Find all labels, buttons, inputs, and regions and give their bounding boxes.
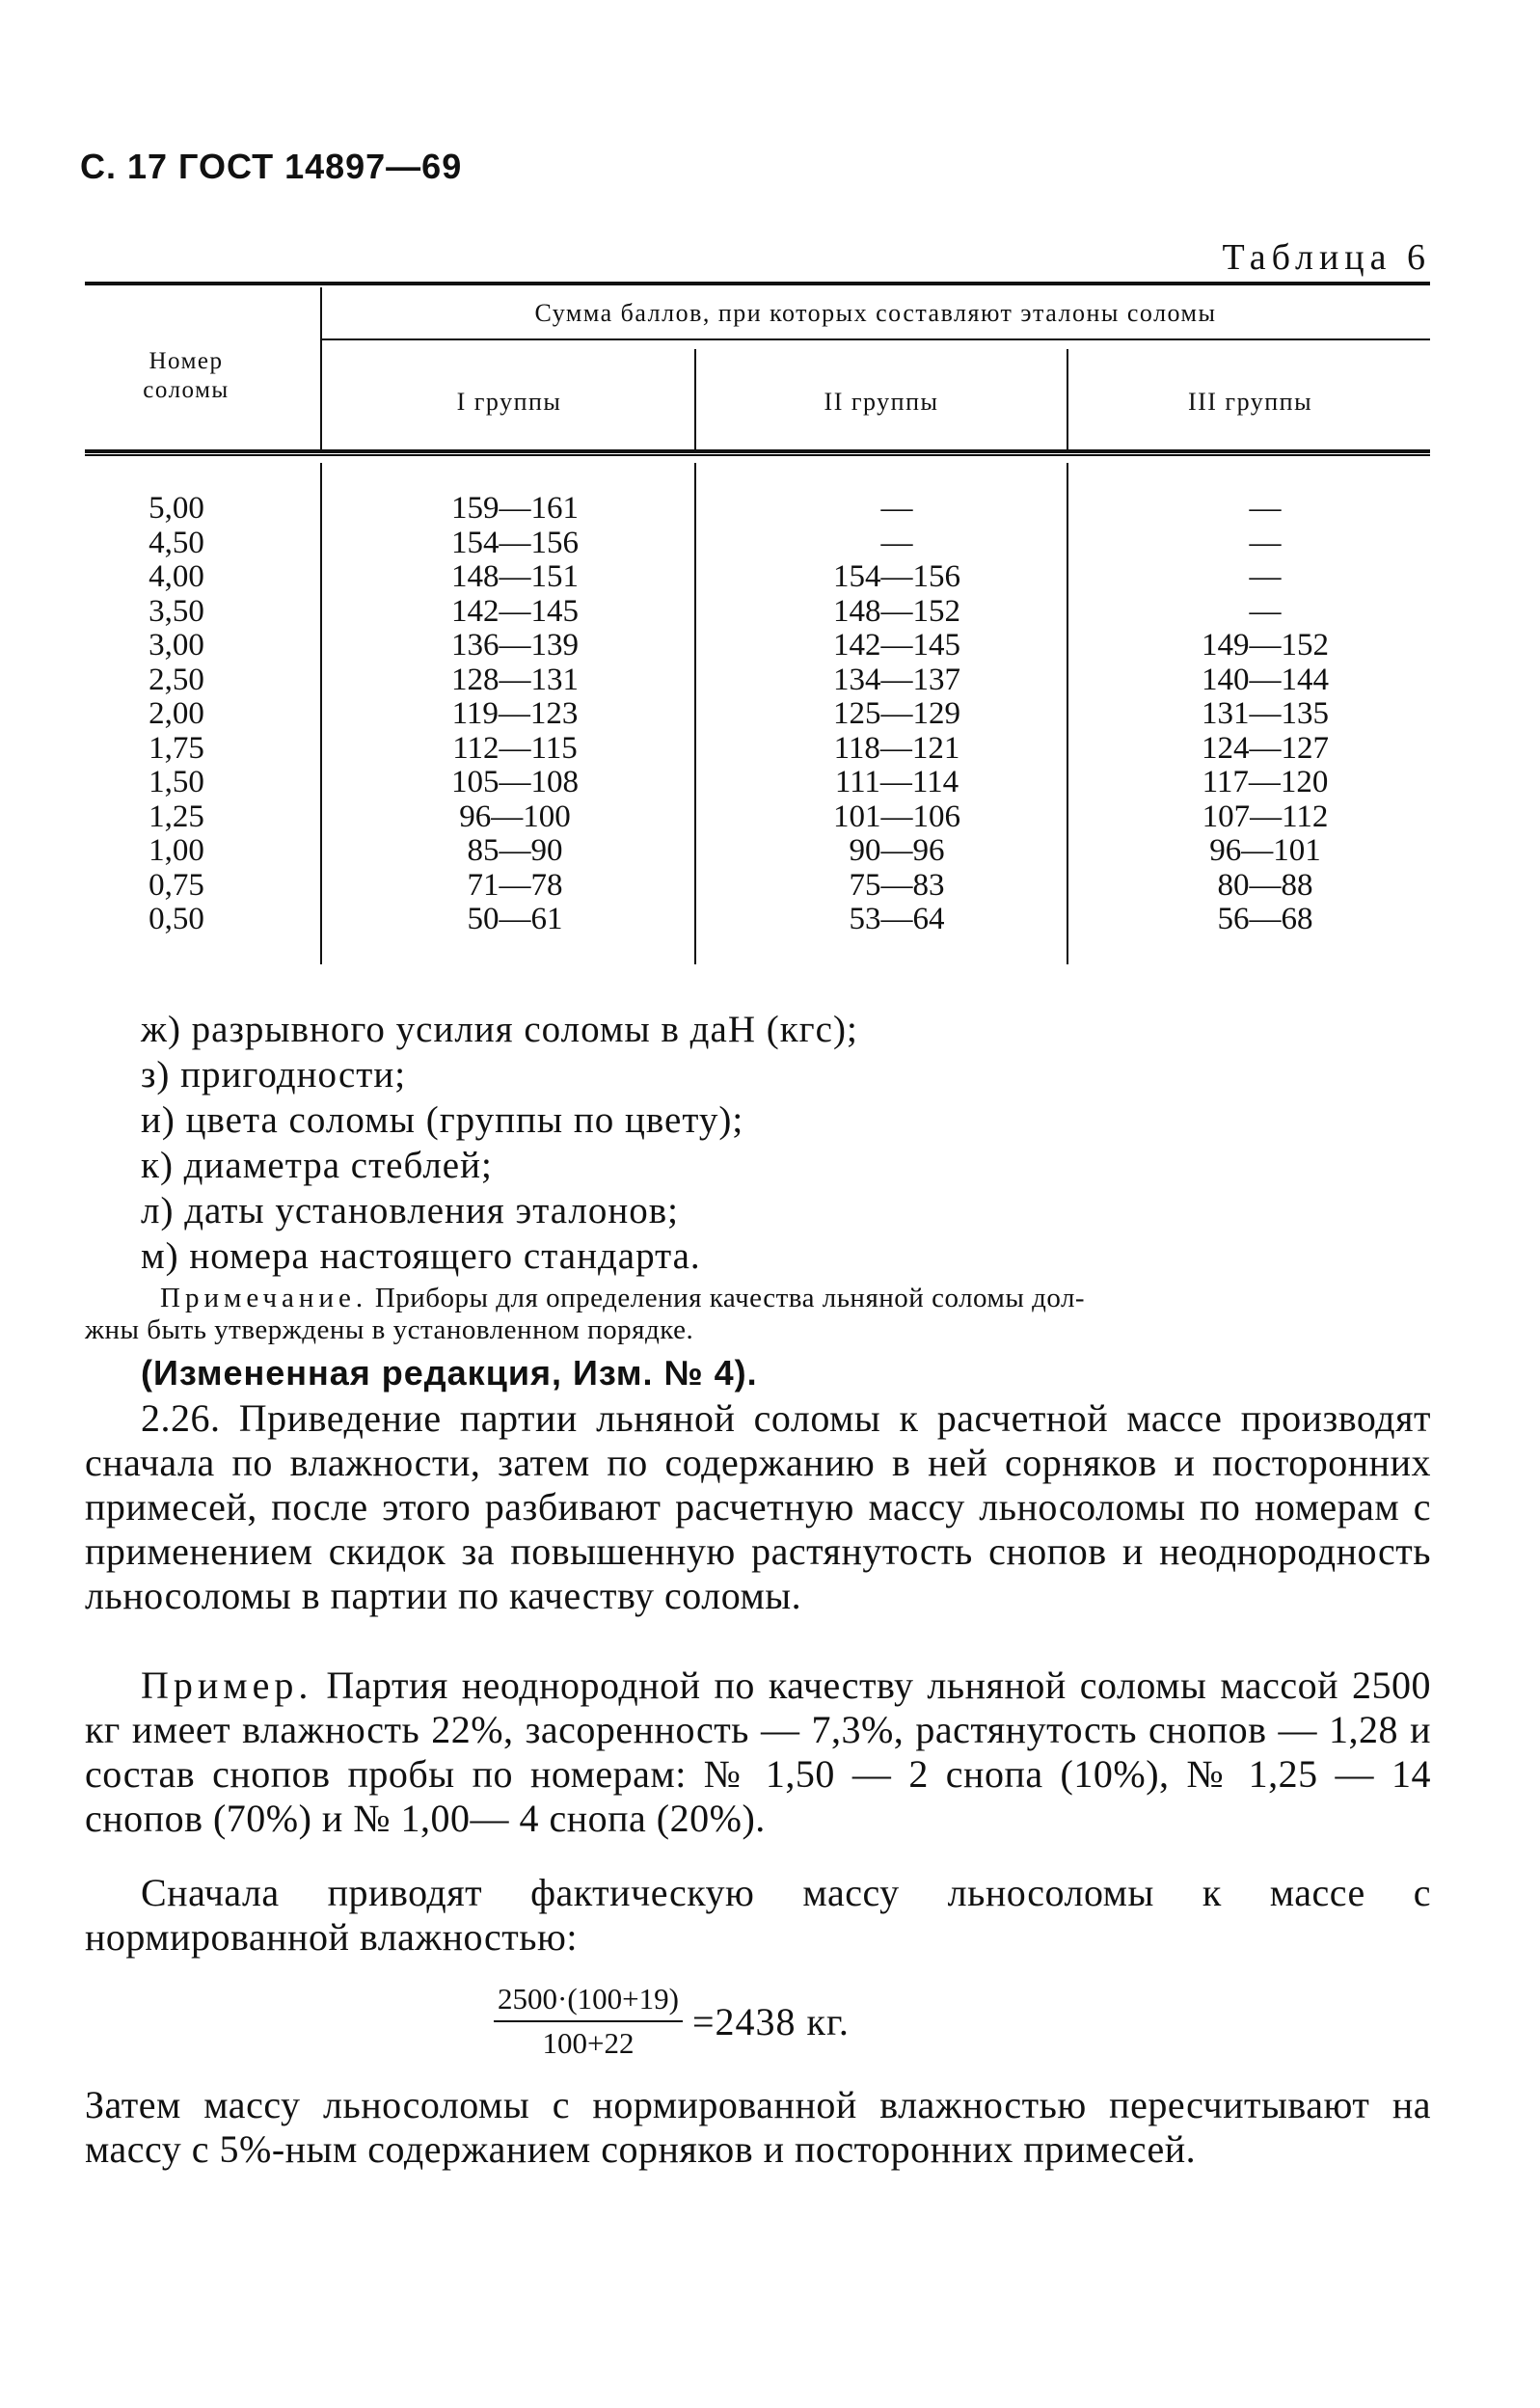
group-1-cell: 96—100 — [459, 798, 571, 834]
group-1-cell: 112—115 — [452, 730, 578, 766]
col-divider-1-header — [694, 349, 696, 449]
col-divider-1-body — [694, 463, 696, 964]
number-cell: 5,00 — [149, 491, 204, 526]
number-cell: 0,50 — [149, 902, 204, 936]
formula-denominator: 100+22 — [542, 2026, 635, 2060]
group-2-cell: 154—156 — [833, 559, 960, 594]
formula — [494, 1982, 850, 2061]
group-3-cell: — — [1249, 525, 1282, 560]
list-item: л) даты установления эталонов; — [141, 1190, 679, 1231]
list-item: и) цвета соломы (группы по цвету); — [141, 1099, 744, 1141]
note — [160, 1283, 1431, 1314]
number-cell: 1,00 — [149, 833, 204, 868]
group-3-cell: 140—144 — [1202, 662, 1329, 697]
group-1-cell: 85—90 — [467, 833, 563, 868]
list-item: к) диаметра стеблей; — [141, 1145, 493, 1186]
col-header-group-3: III группы — [1187, 388, 1313, 416]
number-cell: 2,00 — [149, 696, 204, 731]
group-3-cell: 56—68 — [1217, 902, 1313, 936]
page-header: С. 17 ГОСТ 14897—69 — [80, 147, 463, 186]
group-1-cell: 50—61 — [467, 902, 563, 936]
group-1-cell: 159—161 — [451, 491, 579, 526]
number-cell: 3,50 — [149, 593, 204, 629]
group-3-cell: — — [1249, 491, 1282, 526]
group-1-cell: 154—156 — [451, 525, 579, 560]
col-header-group-1: I группы — [456, 388, 562, 416]
group-3-cell: 107—112 — [1202, 798, 1329, 834]
group-2-cell: 148—152 — [833, 593, 960, 629]
group-2-cell: 118—121 — [833, 730, 960, 766]
column-group-2 — [800, 492, 993, 937]
col-header-group-2: II группы — [824, 388, 939, 416]
column-group-1 — [419, 492, 611, 937]
example-paragraph — [85, 1664, 1431, 1841]
group-3-cell: — — [1249, 593, 1282, 629]
stub-header: Номер соломы — [143, 348, 230, 403]
list-item: м) номера настоящего стандарта. — [141, 1235, 701, 1277]
number-cell: 1,25 — [149, 798, 204, 834]
header-bottom-rule-2 — [85, 454, 1430, 456]
col-divider-2-header — [1067, 349, 1068, 449]
number-cell: 4,00 — [149, 559, 204, 594]
col-divider-2-body — [1067, 463, 1068, 964]
note-line-2: жны быть утверждены в установленном порядке. — [85, 1314, 694, 1345]
group-2-cell: 111—114 — [834, 765, 959, 799]
example-text: Партия неоднородной по качеству льняной соломы массой 2500 кг имеет влажность 22%, засоренность — 7,3%, растянутость снопов — 1,28 и состав снопов пробы по номерам: № 1,50 — 2 снопа (10%), № 1,25 — 14 снопов (70%) и № 1,00— 4 снопа (20%). — [85, 1664, 1432, 1840]
group-2-cell: 142—145 — [833, 628, 960, 663]
group-2-cell: 90—96 — [849, 833, 945, 868]
note-label: Примечание. — [160, 1283, 368, 1313]
column-group-3 — [1169, 492, 1362, 937]
group-3-cell: 124—127 — [1202, 730, 1329, 766]
example-label: Пример. — [141, 1664, 313, 1707]
amendment-note: (Измененная редакция, Изм. № 4). — [141, 1353, 758, 1393]
group-3-cell: 117—120 — [1202, 765, 1329, 799]
group-3-cell: 80—88 — [1217, 867, 1313, 903]
requirements-list — [141, 1007, 858, 1279]
group-1-cell: 136—139 — [451, 628, 579, 663]
group-header-rule — [320, 338, 1430, 340]
number-cell: 1,50 — [149, 765, 204, 799]
paragraph-last: Затем массу льносоломы с нормированной влажностью пересчитывают на массу с 5%-ным содержанием сорняков и посторонних примесей. — [85, 2083, 1431, 2171]
group-3-cell: — — [1249, 559, 1282, 594]
group-3-cell: 96—101 — [1209, 833, 1321, 868]
table-caption: Таблица 6 — [1222, 237, 1431, 278]
group-2-cell: 75—83 — [849, 867, 945, 903]
group-2-cell: 101—106 — [833, 798, 960, 834]
standards-table — [85, 280, 1430, 974]
number-cell: 2,50 — [149, 662, 204, 697]
table-top-rule — [85, 282, 1430, 285]
formula-numerator: 2500·(100+19) — [494, 1982, 683, 2022]
formula-result: =2438 кг. — [691, 1999, 850, 2043]
group-3-cell: 149—152 — [1202, 628, 1329, 663]
group-2-cell: 134—137 — [833, 662, 960, 697]
paragraph-first: Сначала приводят фактическую массу льносоломы к массе с нормированной влажностью: — [85, 1871, 1431, 1959]
group-3-cell: 131—135 — [1202, 696, 1329, 731]
stub-divider-header — [320, 287, 322, 449]
group-1-cell: 119—123 — [451, 696, 579, 731]
group-1-cell: 128—131 — [451, 662, 579, 697]
paragraph-2-26: 2.26. Приведение партии льняной соломы к расчетной массе производят сначала по влажности, затем по содержанию в ней сорняков и посторонних примесей, после этого разбивают расчетную массу льносоломы по номерам с применением скидок за повышенную растянутость снопов и неоднородность льносоломы в партии по качеству соломы. — [85, 1396, 1431, 1617]
number-cell: 3,00 — [149, 628, 204, 663]
group-1-cell: 148—151 — [451, 559, 579, 594]
list-item: ж) разрывного усилия соломы в даН (кгс); — [141, 1009, 858, 1050]
group-2-cell: — — [880, 525, 913, 560]
column-number — [123, 492, 230, 937]
group-header: Сумма баллов, при которых составляют эталоны соломы — [534, 299, 1217, 327]
number-cell: 1,75 — [149, 730, 204, 766]
stub-divider-body — [320, 463, 322, 964]
note-line-1: Приборы для определения качества льняной соломы дол- — [374, 1283, 1086, 1313]
group-2-cell: 53—64 — [849, 902, 945, 936]
group-1-cell: 142—145 — [451, 593, 579, 629]
formula-fraction — [494, 1982, 683, 2061]
group-1-cell: 71—78 — [467, 867, 563, 903]
number-cell: 0,75 — [149, 867, 204, 903]
list-item: з) пригодности; — [141, 1054, 407, 1096]
group-2-cell: 125—129 — [833, 696, 960, 731]
group-2-cell: — — [880, 491, 913, 526]
number-cell: 4,50 — [149, 525, 204, 560]
group-1-cell: 105—108 — [451, 765, 579, 799]
header-bottom-rule — [85, 449, 1430, 453]
